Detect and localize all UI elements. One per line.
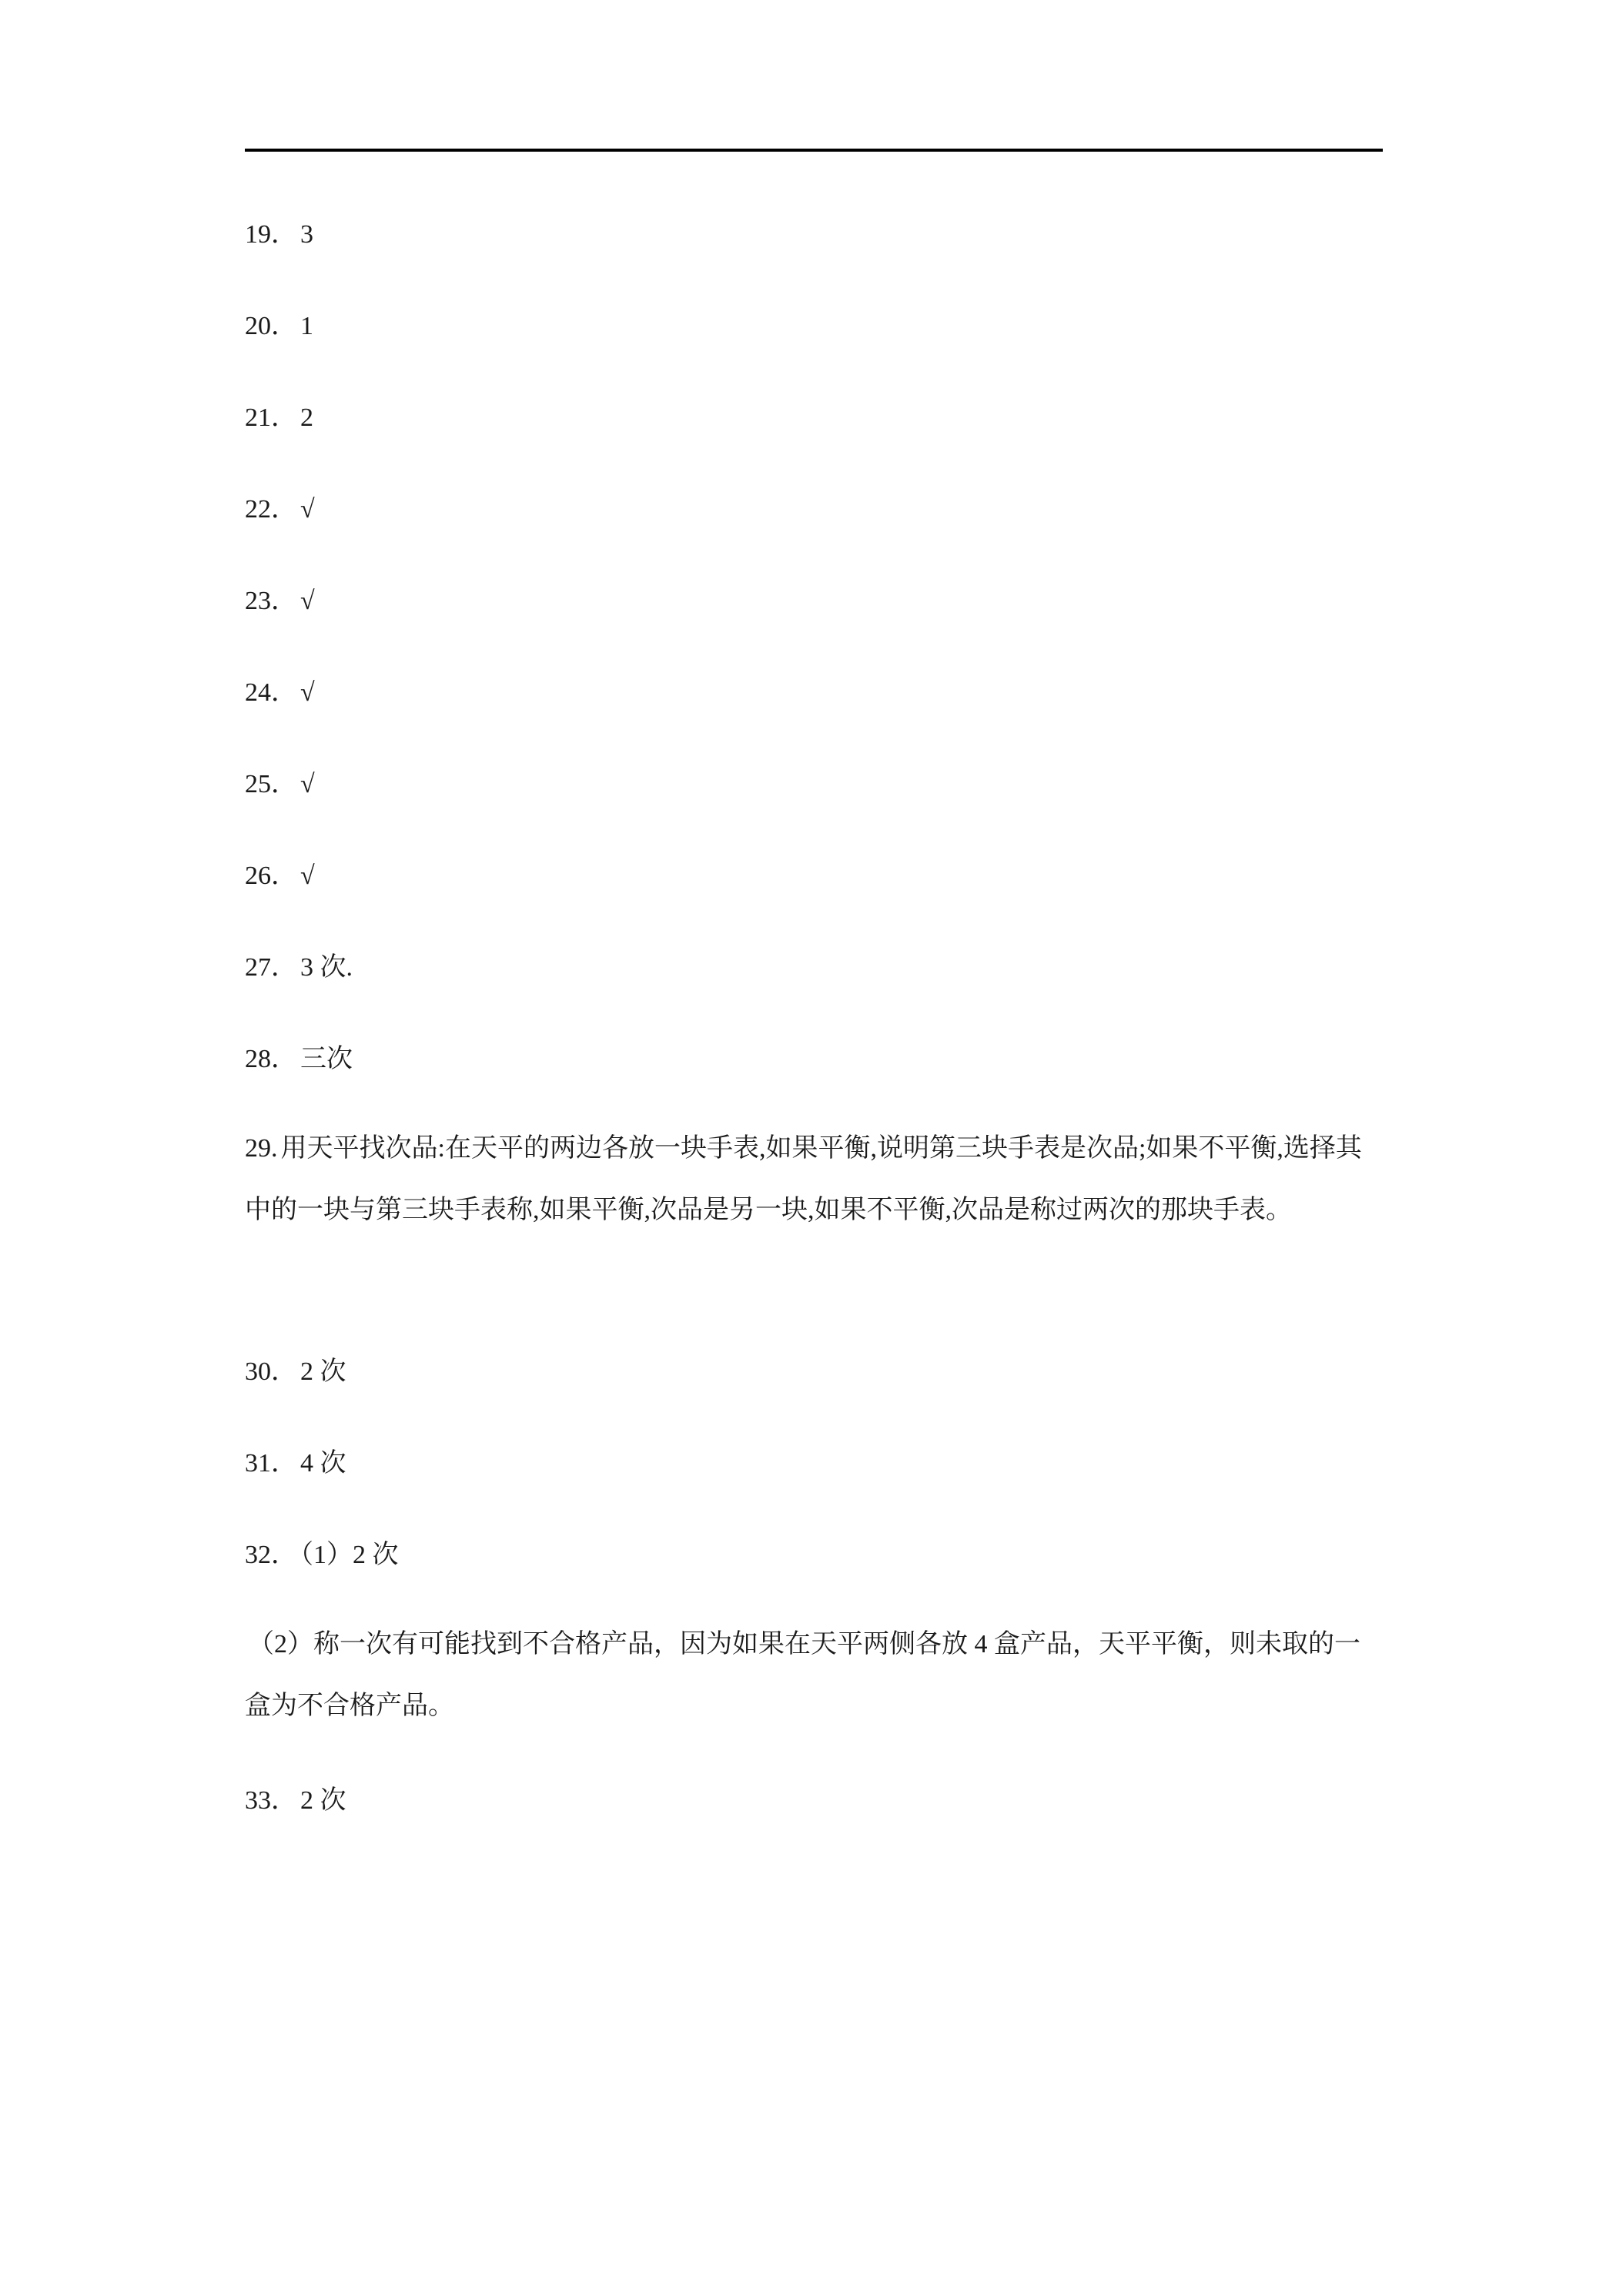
answer-32 [245,1538,1383,1573]
answer-19 [245,217,1383,253]
answer-27 [245,950,1383,986]
answer-number: 20． [245,312,297,340]
answer-text: 1 [300,312,313,340]
answer-text: √ [300,495,315,524]
answer-number: 22． [245,495,297,524]
answer-number: 25． [245,770,297,798]
answer-31 [245,1446,1383,1481]
answer-number: 28． [245,1045,297,1073]
answer-text: 2 [300,403,313,432]
answer-number: 33． [245,1786,297,1815]
answer-text: （2）称一次有可能找到不合格产品，因为如果在天平两侧各放 4 盒产品，天平平衡，则未取的一盒为不合格产品。 [245,1630,1360,1720]
answer-text: √ [300,862,315,890]
answer-20 [245,309,1383,344]
answer-number: 23． [245,587,297,615]
answer-29 [245,1118,1383,1241]
answer-24 [245,675,1383,711]
answer-22 [245,492,1383,527]
answer-text: 3 次. [300,953,353,982]
answer-26 [245,858,1383,894]
answer-text: √ [300,770,315,798]
answer-28 [245,1042,1383,1077]
answer-21 [245,400,1383,436]
answer-text: 3 [300,220,313,249]
answer-text: √ [300,587,315,615]
answer-number: 30． [245,1357,297,1386]
answer-33 [245,1783,1383,1819]
answer-number: 27． [245,953,297,982]
answer-text: （1）2 次 [300,1541,399,1569]
answer-text: 三次 [300,1045,353,1073]
answer-32-part-2 [245,1614,1383,1737]
answer-25 [245,767,1383,802]
answer-number: 29. [245,1134,278,1163]
answer-text: 4 次 [300,1449,346,1478]
answer-number: 32． [245,1541,297,1569]
answer-text: 2 次 [300,1786,346,1815]
answer-number: 21． [245,403,297,432]
answer-number: 31． [245,1449,297,1478]
answer-30 [245,1354,1383,1390]
answer-number: 24． [245,678,297,707]
answer-text: 2 次 [300,1357,346,1386]
answer-23 [245,584,1383,619]
header-rule [245,149,1383,152]
answer-text: 用天平找次品:在天平的两边各放一块手表,如果平衡,说明第三块手表是次品;如果不平衡,选择其中的一块与第三块手表称,如果平衡,次品是另一块,如果不平衡,次品是称过两次的那块手表。 [245,1134,1362,1224]
answer-text: √ [300,678,315,707]
answer-number: 26． [245,862,297,890]
answer-number: 19． [245,220,297,249]
